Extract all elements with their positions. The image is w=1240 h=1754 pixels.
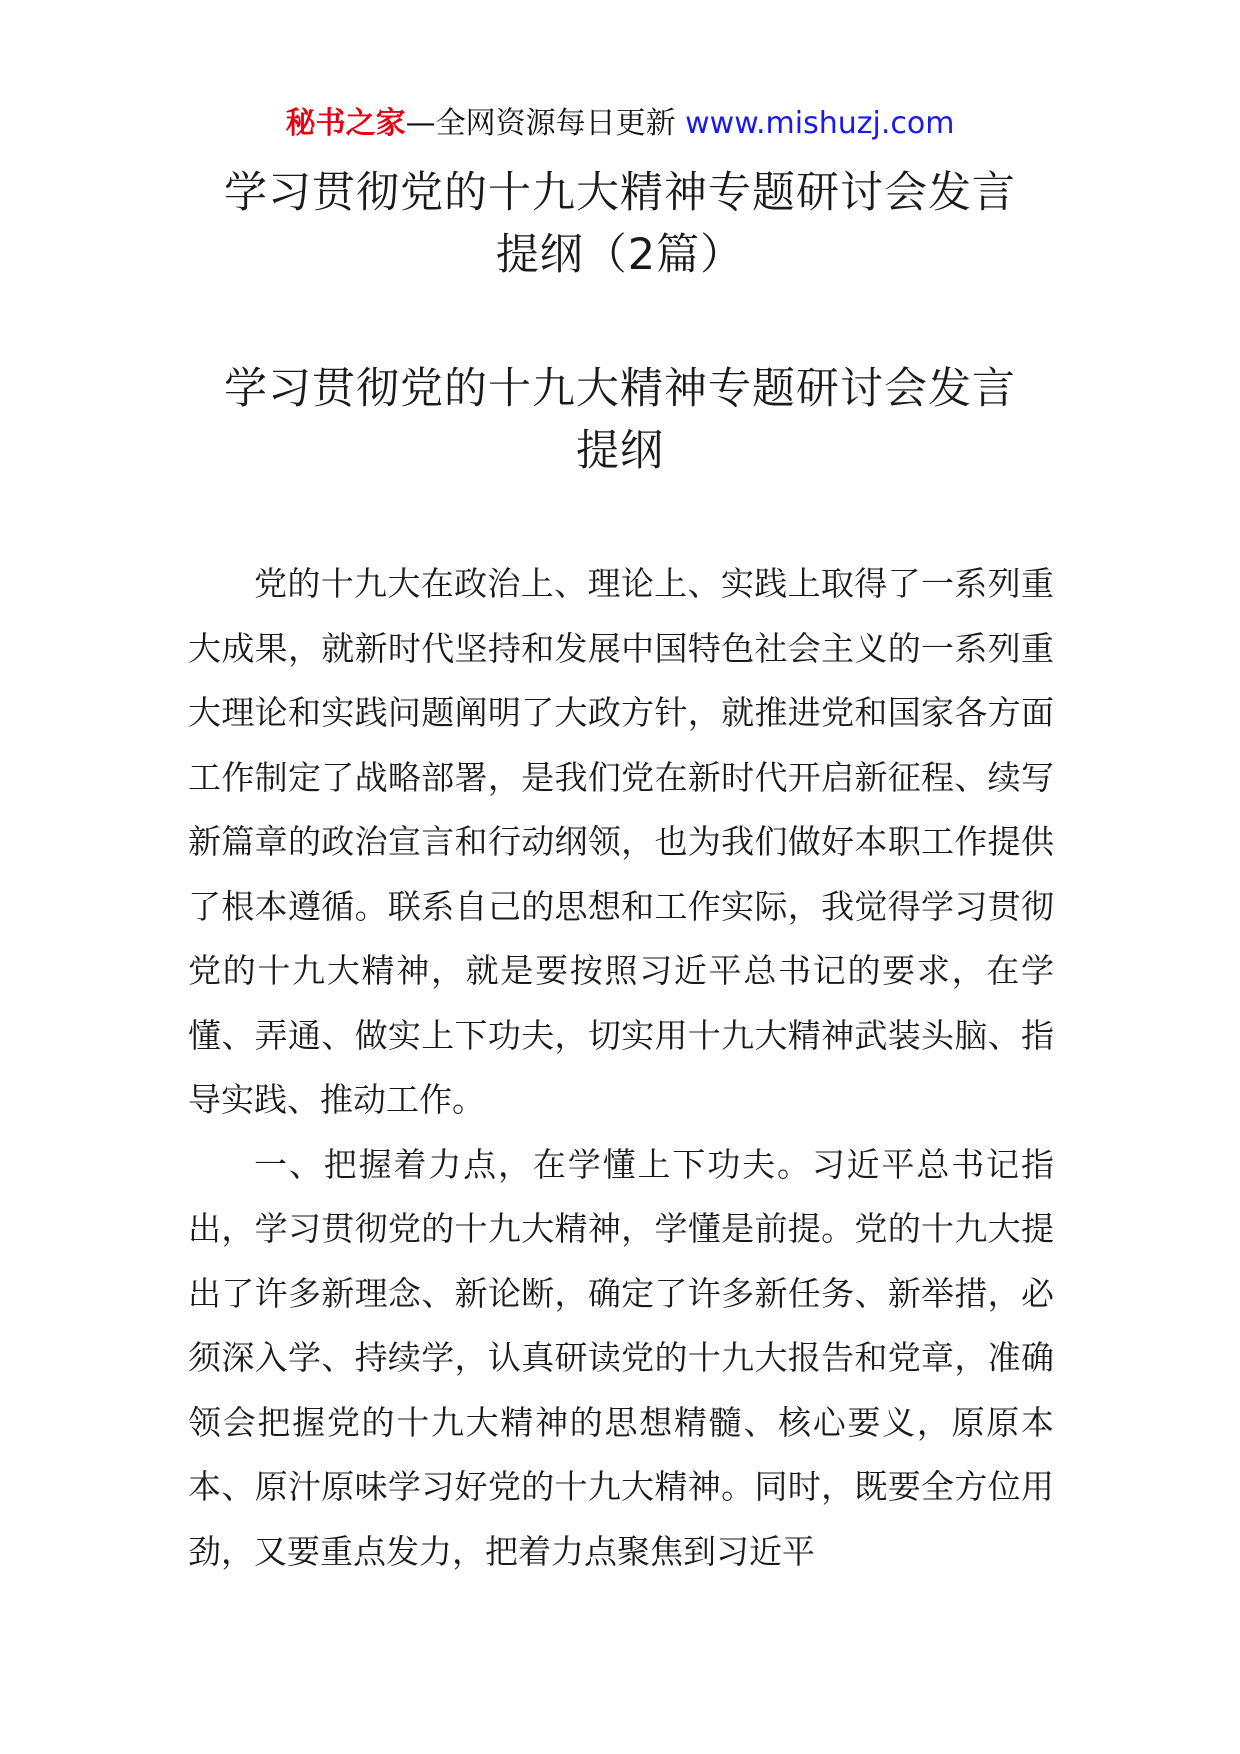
site-url-link[interactable]: www.mishuzj.com xyxy=(685,106,955,141)
article-title xyxy=(150,358,1090,482)
body-paragraph-intro: 党的十九大在政治上、理论上、实践上取得了一系列重大成果，就新时代坚持和发展中国特色社会主义的一系列重大理论和实践问题阐明了大政方针，就推进党和国家各方面工作制定了战略部署，是我们党在新时代开启新征程、续写新篇章的政治宣言和行动纲领，也为我们做好本职工作提供了根本遵循。联系自己的思想和工作实际，我觉得学习贯彻党的十九大精神，就是要按照习近平总书记的要求，在学懂、弄通、做实上下功夫，切实用十九大精神武装头脑、指导实践、推动工作。 xyxy=(188,564,1054,1119)
site-header xyxy=(0,100,1240,148)
document-title xyxy=(150,162,1090,286)
site-brand: 秘书之家 xyxy=(285,106,406,141)
body-paragraph-section-1: 一、把握着力点，在学懂上下功夫。习近平总书记指出，学习贯彻党的十九大精神，学懂是前提。党的十九大提出了许多新理念、新论断，确定了许多新任务、新举措，必须深入学、持续学，认真研读党的十九大报告和党章，准确领会把握党的十九大精神的思想精髓、核心要义，原原本本、原汁原味学习好党的十九大精神。同时，既要全方位用劲，又要重点发力，把着力点聚焦到习近平 xyxy=(188,1144,1054,1571)
document-title-line-1: 学习贯彻党的十九大精神专题研讨会发言 xyxy=(224,168,1016,218)
site-tagline: —全网资源每日更新 xyxy=(405,106,686,141)
document-title-line-2: 提纲（2篇） xyxy=(495,230,745,280)
article-body xyxy=(188,552,1054,1584)
article-title-line-2: 提纲 xyxy=(576,426,664,476)
article-title-line-1: 学习贯彻党的十九大精神专题研讨会发言 xyxy=(224,364,1016,414)
